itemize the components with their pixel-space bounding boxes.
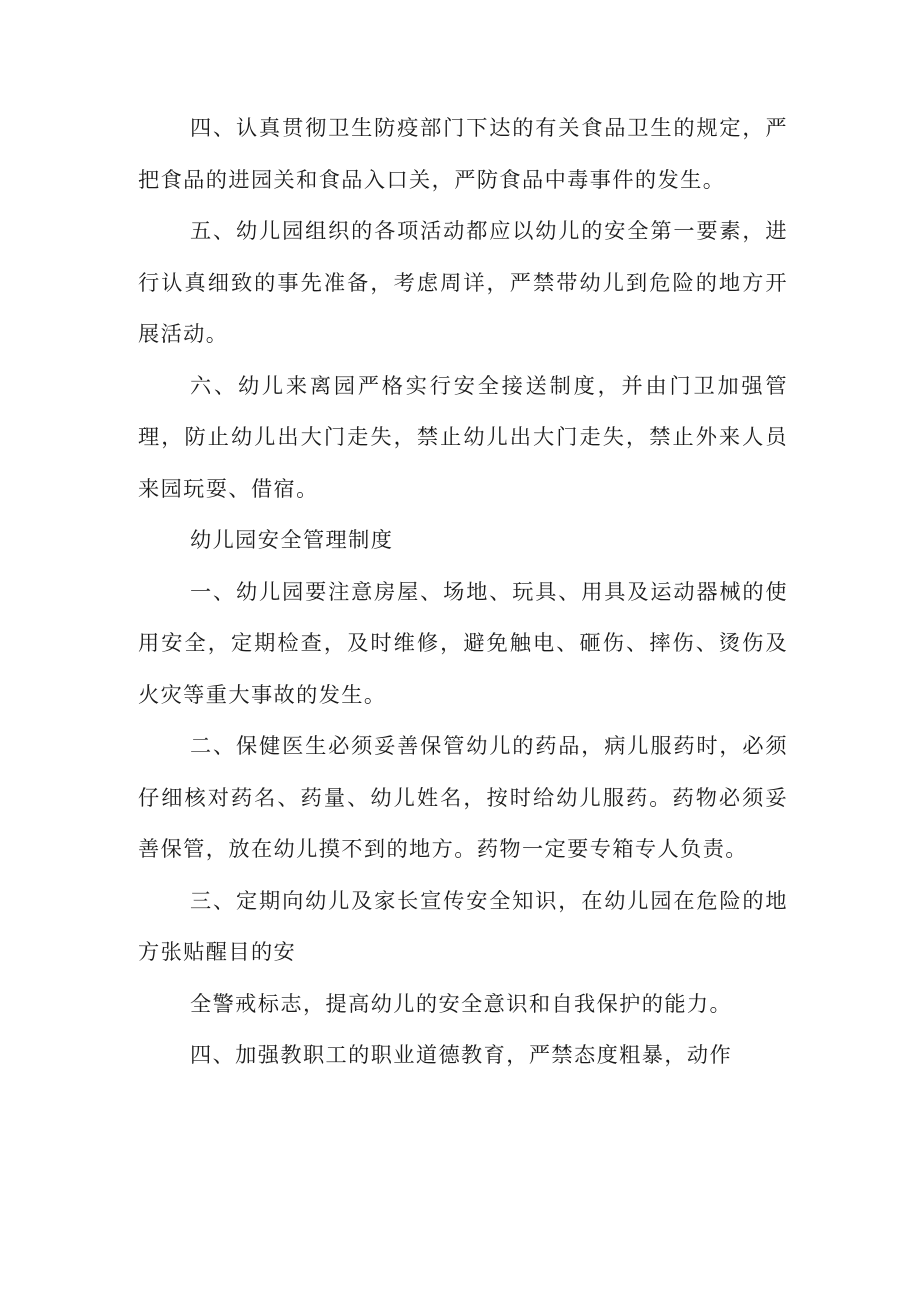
paragraph-pickup-system: 六、幼儿来离园严格实行安全接送制度，并由门卫加强管理，防止幼儿出大门走失，禁止幼儿出大门走失，禁止外来人员来园玩耍、借宿。 [138, 372, 788, 501]
paragraph-medicine-custody: 二、保健医生必须妥善保管幼儿的药品，病儿服药时，必须仔细核对药名、药量、幼儿姓名，按时给幼儿服药。药物必须妥善保管，放在幼儿摸不到的地方。药物一定要专箱专人负责。 [138, 733, 788, 861]
paragraph-safety-publicity: 三、定期向幼儿及家长宣传安全知识，在幼儿园在危险的地方张贴醒目的安 [138, 887, 788, 964]
paragraph-staff-ethics: 四、加强教职工的职业道德教育，严禁态度粗暴，动作 [190, 1042, 733, 1067]
paragraph-activity-safety: 五、幼儿园组织的各项活动都应以幼儿的安全第一要素，进行认真细致的事先准备，考虑周详，严禁带幼儿到危险的地方开展活动。 [138, 218, 788, 346]
paragraph-facility-safety: 一、幼儿园要注意房屋、场地、玩具、用具及运动器械的使用安全，定期检查，及时维修，避免触电、砸伤、摔伤、烫伤及火灾等重大事故的发生。 [138, 578, 788, 707]
paragraph-warning-signs: 全警戒标志，提高幼儿的安全意识和自我保护的能力。 [190, 990, 733, 1016]
section-title: 幼儿园安全管理制度 [190, 527, 394, 552]
document-body [138, 102, 788, 1081]
paragraph-food-hygiene: 四、认真贯彻卫生防疫部门下达的有关食品卫生的规定，严把食品的进园关和食品入口关，严防食品中毒事件的发生。 [138, 115, 788, 192]
